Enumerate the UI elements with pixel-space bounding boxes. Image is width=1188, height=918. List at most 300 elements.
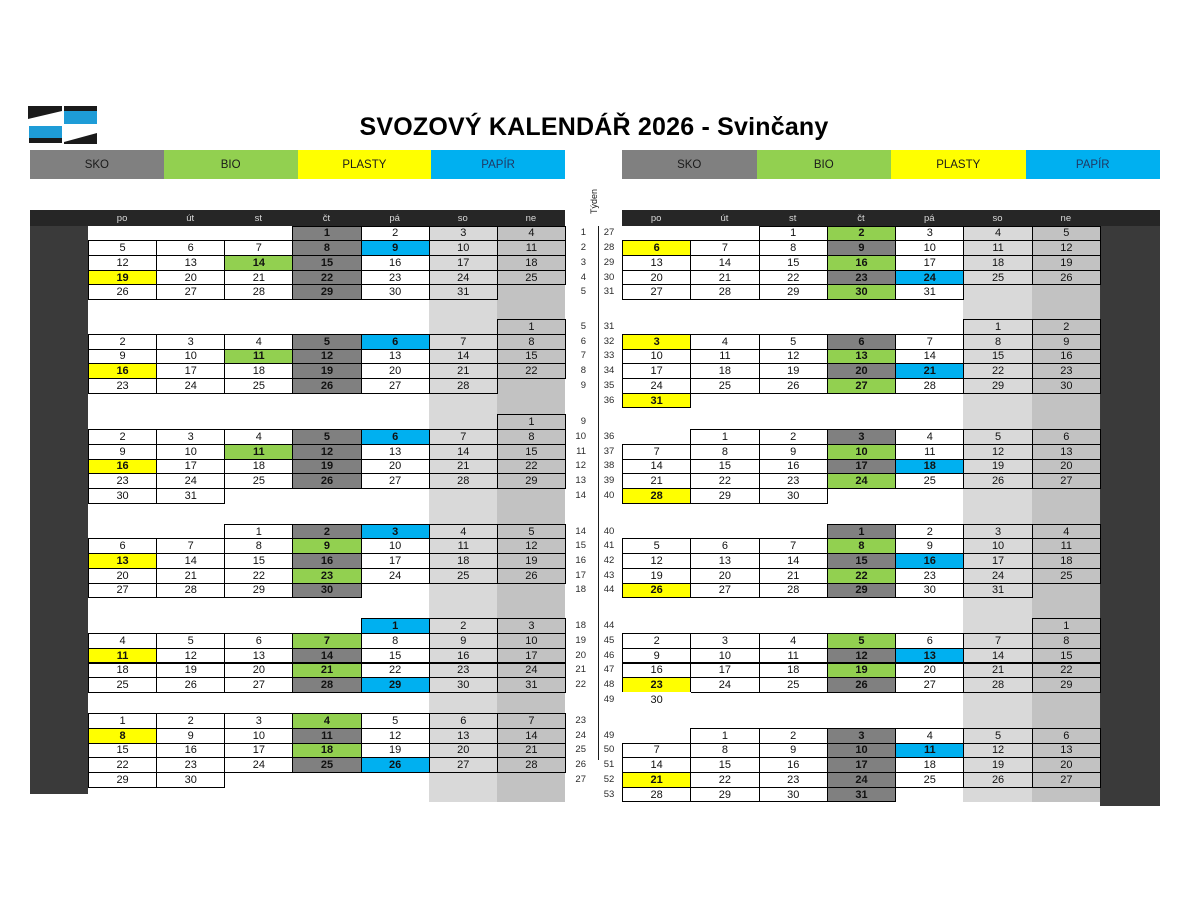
day-cell: 7: [963, 633, 1032, 649]
day-header: po: [116, 213, 128, 224]
week-number: 8: [580, 365, 586, 377]
day-cell: 22: [759, 270, 828, 286]
day-cell: 4: [759, 633, 828, 649]
day-cell: 26: [292, 378, 361, 394]
week-number: 38: [603, 460, 615, 472]
day-cell: 24: [895, 270, 964, 286]
day-cell: 17: [429, 255, 498, 271]
day-cell: 12: [292, 444, 361, 460]
day-cell: 21: [690, 270, 759, 286]
day-cell: 11: [292, 728, 361, 744]
day-cell: 26: [963, 772, 1032, 788]
week-number: 43: [603, 569, 615, 581]
day-cell: 6: [361, 429, 430, 445]
day-cell: 15: [224, 553, 293, 569]
week-axis-label: Týden: [589, 188, 599, 214]
day-cell: 10: [361, 538, 430, 554]
day-cell: 5: [963, 429, 1032, 445]
week-number: 39: [603, 475, 615, 487]
day-cell: 23: [759, 772, 828, 788]
day-cell: 28: [622, 488, 691, 504]
day-cell: 2: [361, 226, 430, 242]
day-cell: 15: [292, 255, 361, 271]
legend-left: [30, 150, 565, 179]
day-cell: 29: [292, 284, 361, 300]
day-cell: 19: [88, 270, 157, 286]
day-cell: 30: [361, 284, 430, 300]
day-cell: 27: [361, 473, 430, 489]
day-cell: 5: [497, 524, 566, 540]
day-cell: 4: [88, 633, 157, 649]
day-cell: 21: [497, 743, 566, 759]
day-cell: 16: [1032, 349, 1101, 365]
day-cell: 12: [156, 648, 225, 664]
saturday-band: [963, 226, 1031, 803]
day-header: po: [650, 213, 662, 224]
day-cell: 18: [895, 757, 964, 773]
day-cell: 20: [622, 270, 691, 286]
day-cell: 21: [429, 459, 498, 475]
day-cell: 24: [497, 663, 566, 679]
day-cell: 2: [827, 226, 896, 242]
day-cell: 9: [292, 538, 361, 554]
day-cell: 4: [690, 334, 759, 350]
day-cell: 25: [224, 378, 293, 394]
day-cell: 15: [759, 255, 828, 271]
day-cell: 4: [1032, 524, 1101, 540]
day-cell: 6: [895, 633, 964, 649]
day-cell: 13: [361, 349, 430, 365]
day-cell: 17: [690, 663, 759, 679]
day-cell: 23: [156, 757, 225, 773]
day-cell: 10: [429, 240, 498, 256]
day-cell: 20: [827, 363, 896, 379]
day-cell: 27: [361, 378, 430, 394]
week-number: 22: [575, 679, 586, 691]
day-cell: 31: [622, 393, 691, 409]
day-cell: 14: [429, 444, 498, 460]
day-cell: 16: [292, 553, 361, 569]
day-cell: 28: [963, 677, 1032, 693]
day-cell: 28: [429, 473, 498, 489]
day-cell: 18: [497, 255, 566, 271]
day-cell: 23: [622, 677, 691, 693]
month-label: [30, 710, 88, 790]
day-cell: 29: [963, 378, 1032, 394]
sunday-band: [1032, 226, 1100, 803]
day-cell: 12: [759, 349, 828, 365]
day-cell: 29: [497, 473, 566, 489]
week-number: 18: [575, 584, 586, 596]
day-cell: 9: [895, 538, 964, 554]
day-cell: 13: [895, 648, 964, 664]
day-cell: 11: [690, 349, 759, 365]
day-cell: 7: [224, 240, 293, 256]
day-cell: 16: [429, 648, 498, 664]
week-number: 19: [575, 634, 586, 646]
day-cell: 16: [156, 743, 225, 759]
day-cell: 20: [1032, 459, 1101, 475]
day-cell: 24: [156, 473, 225, 489]
day-cell: 22: [361, 663, 430, 679]
day-cell: 7: [690, 240, 759, 256]
day-cell: 13: [690, 553, 759, 569]
day-cell: 25: [224, 473, 293, 489]
day-cell: 2: [88, 429, 157, 445]
week-number: 35: [603, 379, 615, 391]
day-cell: 22: [690, 772, 759, 788]
day-cell: 1: [224, 524, 293, 540]
day-cell: 16: [88, 363, 157, 379]
day-cell: 18: [963, 255, 1032, 271]
day-cell: 24: [622, 378, 691, 394]
day-cell: 23: [759, 473, 828, 489]
day-cell: 7: [759, 538, 828, 554]
day-cell: 25: [963, 270, 1032, 286]
day-cell: 11: [429, 538, 498, 554]
day-cell: 2: [622, 633, 691, 649]
day-cell: 25: [895, 772, 964, 788]
day-cell: 8: [497, 429, 566, 445]
day-cell: 5: [292, 429, 361, 445]
day-cell: 23: [88, 378, 157, 394]
day-cell: 21: [963, 663, 1032, 679]
month-label: [1100, 426, 1161, 506]
day-cell: 7: [497, 713, 566, 729]
day-cell: 2: [88, 334, 157, 350]
day-header: so: [992, 213, 1003, 224]
day-cell: 28: [622, 787, 691, 803]
day-cell: 11: [963, 240, 1032, 256]
day-cell: 20: [361, 459, 430, 475]
day-header: čt: [857, 213, 865, 224]
day-cell: 21: [292, 663, 361, 679]
week-number: 5: [580, 286, 586, 298]
day-cell: 26: [1032, 270, 1101, 286]
day-cell: 27: [1032, 473, 1101, 489]
day-cell: 6: [429, 713, 498, 729]
day-cell: 8: [88, 728, 157, 744]
day-cell: 23: [292, 568, 361, 584]
day-cell: 25: [690, 378, 759, 394]
day-cell: 17: [156, 363, 225, 379]
day-cell: 4: [224, 429, 293, 445]
day-cell: 13: [1032, 444, 1101, 460]
day-cell: 12: [88, 255, 157, 271]
day-cell: 20: [361, 363, 430, 379]
day-cell: 9: [622, 648, 691, 664]
day-cell: 12: [1032, 240, 1101, 256]
day-cell: 8: [361, 633, 430, 649]
day-header: út: [720, 213, 729, 224]
week-number: 28: [603, 242, 615, 254]
day-cell: 9: [88, 349, 157, 365]
week-number: 3: [580, 256, 586, 268]
week-number: 14: [575, 525, 586, 537]
day-cell: 26: [361, 757, 430, 773]
day-cell: 14: [690, 255, 759, 271]
day-cell: 19: [156, 663, 225, 679]
day-cell: 11: [895, 444, 964, 460]
day-cell: 10: [690, 648, 759, 664]
day-cell: 2: [759, 728, 828, 744]
day-cell: 17: [895, 255, 964, 271]
day-header: pá: [389, 213, 400, 224]
day-cell: 17: [622, 363, 691, 379]
day-cell: 26: [292, 473, 361, 489]
day-cell: 3: [224, 713, 293, 729]
day-cell: 16: [361, 255, 430, 271]
day-cell: 11: [759, 648, 828, 664]
day-cell: 23: [1032, 363, 1101, 379]
day-cell: 11: [224, 349, 293, 365]
day-cell: 12: [292, 349, 361, 365]
day-cell: 25: [88, 677, 157, 693]
week-number: 33: [603, 350, 615, 362]
day-cell: 5: [622, 538, 691, 554]
day-cell: 17: [827, 459, 896, 475]
day-cell: 19: [292, 459, 361, 475]
day-cell: 14: [429, 349, 498, 365]
month-label: [1100, 323, 1161, 403]
week-number: 49: [603, 729, 615, 741]
week-number: 31: [603, 320, 615, 332]
day-cell: 24: [156, 378, 225, 394]
day-cell: 27: [429, 757, 498, 773]
day-cell: 27: [827, 378, 896, 394]
week-number: 48: [603, 679, 615, 691]
day-cell: 22: [88, 757, 157, 773]
day-cell: 21: [429, 363, 498, 379]
day-cell: 3: [361, 524, 430, 540]
day-cell: 25: [497, 270, 566, 286]
day-cell: 14: [759, 553, 828, 569]
day-cell: 17: [497, 648, 566, 664]
week-number: 46: [603, 649, 615, 661]
day-cell: 6: [690, 538, 759, 554]
month-label: [30, 419, 88, 499]
day-cell: 2: [759, 429, 828, 445]
day-cell: 31: [895, 284, 964, 300]
day-cell: 5: [759, 334, 828, 350]
week-number: 16: [575, 555, 586, 567]
day-cell: 30: [759, 787, 828, 803]
day-cell: 14: [292, 648, 361, 664]
day-cell: 14: [895, 349, 964, 365]
week-number: 9: [580, 379, 586, 391]
day-cell: 5: [156, 633, 225, 649]
day-cell: 13: [827, 349, 896, 365]
week-number: 23: [575, 715, 586, 727]
week-number: 41: [603, 540, 615, 552]
day-cell: 17: [963, 553, 1032, 569]
day-cell: 27: [622, 284, 691, 300]
legend-item: PLASTY: [891, 150, 1026, 179]
day-cell: 18: [224, 363, 293, 379]
day-cell: 7: [156, 538, 225, 554]
week-number: 5: [580, 320, 586, 332]
day-cell: 28: [224, 284, 293, 300]
week-number: 25: [575, 744, 586, 756]
day-cell: 7: [429, 334, 498, 350]
week-number: 47: [603, 664, 615, 676]
day-cell: 17: [156, 459, 225, 475]
day-cell: 23: [827, 270, 896, 286]
day-cell: 9: [1032, 334, 1101, 350]
week-number: 27: [575, 773, 586, 785]
day-cell: 18: [759, 663, 828, 679]
day-cell: 7: [622, 444, 691, 460]
day-cell: 18: [292, 743, 361, 759]
day-header: st: [789, 213, 797, 224]
day-cell: 5: [361, 713, 430, 729]
day-cell: 22: [963, 363, 1032, 379]
day-cell: 4: [497, 226, 566, 242]
day-cell: 21: [622, 772, 691, 788]
week-number: 36: [603, 394, 615, 406]
day-cell: 5: [88, 240, 157, 256]
day-cell: 30: [156, 772, 225, 788]
day-cell: 15: [497, 349, 566, 365]
day-cell: 3: [827, 429, 896, 445]
day-cell: 28: [156, 583, 225, 599]
day-cell: 14: [622, 757, 691, 773]
day-cell: 17: [827, 757, 896, 773]
day-cell: 29: [827, 583, 896, 599]
day-cell: 3: [156, 334, 225, 350]
day-cell: 5: [963, 728, 1032, 744]
day-cell: 1: [497, 319, 566, 335]
day-cell: 14: [224, 255, 293, 271]
week-number: 27: [603, 227, 615, 239]
day-cell: 31: [429, 284, 498, 300]
day-cell: 30: [292, 583, 361, 599]
day-cell: 15: [963, 349, 1032, 365]
day-cell: 21: [156, 568, 225, 584]
day-cell: 20: [895, 663, 964, 679]
week-number: 40: [603, 489, 615, 501]
day-cell: 1: [292, 226, 361, 242]
day-cell: 28: [292, 677, 361, 693]
week-number: 26: [575, 759, 586, 771]
week-number: 21: [575, 664, 586, 676]
day-cell: 12: [361, 728, 430, 744]
day-cell: 11: [1032, 538, 1101, 554]
day-cell: 10: [895, 240, 964, 256]
day-cell: 28: [759, 583, 828, 599]
week-number: 45: [603, 634, 615, 646]
day-cell: 30: [622, 692, 691, 708]
day-cell: 13: [1032, 743, 1101, 759]
legend-item: SKO: [30, 150, 164, 179]
day-cell: 4: [292, 713, 361, 729]
day-cell: 9: [361, 240, 430, 256]
day-cell: 10: [622, 349, 691, 365]
day-cell: 11: [88, 648, 157, 664]
day-cell: 25: [895, 473, 964, 489]
day-cell: 2: [1032, 319, 1101, 335]
day-cell: 23: [429, 663, 498, 679]
day-cell: 26: [963, 473, 1032, 489]
day-cell: 29: [1032, 677, 1101, 693]
day-cell: 21: [622, 473, 691, 489]
day-cell: 15: [497, 444, 566, 460]
day-cell: 1: [827, 524, 896, 540]
day-cell: 12: [622, 553, 691, 569]
day-cell: 3: [497, 618, 566, 634]
day-cell: 1: [88, 713, 157, 729]
day-cell: 1: [759, 226, 828, 242]
page-title: SVOZOVÝ KALENDÁŘ 2026 - Svinčany: [359, 113, 829, 141]
week-columns-divider: [598, 226, 599, 760]
week-number: 34: [603, 365, 615, 377]
month-label: [30, 222, 88, 302]
day-cell: 6: [622, 240, 691, 256]
day-cell: 19: [827, 663, 896, 679]
day-cell: 26: [759, 378, 828, 394]
day-cell: 13: [88, 553, 157, 569]
week-number: 29: [603, 256, 615, 268]
day-cell: 28: [497, 757, 566, 773]
week-number: 40: [603, 525, 615, 537]
week-number: 18: [575, 620, 586, 632]
day-cell: 13: [622, 255, 691, 271]
day-cell: 30: [895, 583, 964, 599]
day-cell: 6: [224, 633, 293, 649]
day-cell: 23: [361, 270, 430, 286]
day-cell: 22: [1032, 663, 1101, 679]
day-cell: 1: [1032, 618, 1101, 634]
week-number: 24: [575, 729, 586, 741]
day-cell: 16: [759, 459, 828, 475]
day-cell: 14: [156, 553, 225, 569]
day-cell: 24: [963, 568, 1032, 584]
day-cell: 29: [690, 787, 759, 803]
week-number: 36: [603, 430, 615, 442]
day-cell: 19: [963, 757, 1032, 773]
day-cell: 3: [895, 226, 964, 242]
day-cell: 27: [1032, 772, 1101, 788]
day-cell: 10: [827, 743, 896, 759]
week-number: 12: [575, 460, 586, 472]
day-cell: 6: [1032, 429, 1101, 445]
day-cell: 10: [497, 633, 566, 649]
day-cell: 16: [88, 459, 157, 475]
day-cell: 18: [1032, 553, 1101, 569]
day-cell: 12: [827, 648, 896, 664]
day-cell: 15: [690, 757, 759, 773]
day-cell: 29: [759, 284, 828, 300]
week-number: 44: [603, 584, 615, 596]
day-cell: 11: [497, 240, 566, 256]
day-cell: 27: [156, 284, 225, 300]
day-cell: 8: [292, 240, 361, 256]
day-header: ne: [1060, 213, 1072, 224]
week-number: 13: [575, 475, 586, 487]
day-cell: 16: [622, 663, 691, 679]
day-cell: 30: [88, 488, 157, 504]
day-cell: 31: [963, 583, 1032, 599]
day-cell: 28: [690, 284, 759, 300]
day-cell: 3: [156, 429, 225, 445]
day-cell: 19: [361, 743, 430, 759]
day-cell: 12: [963, 444, 1032, 460]
day-cell: 30: [429, 677, 498, 693]
day-cell: 16: [895, 553, 964, 569]
week-number: 53: [603, 788, 615, 800]
legend-item: BIO: [757, 150, 892, 179]
day-cell: 11: [895, 743, 964, 759]
